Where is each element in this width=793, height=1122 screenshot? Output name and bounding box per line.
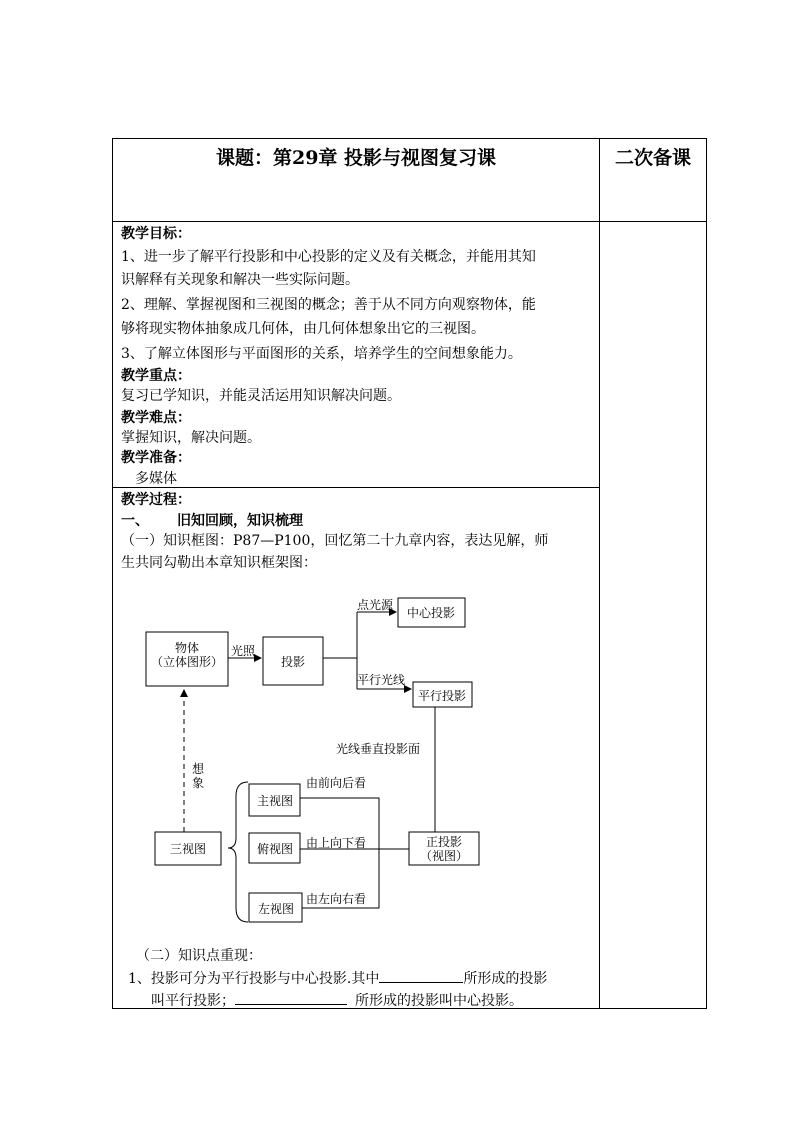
question-1-text-b: 所形成的投影 [463,971,548,987]
section-1-number: 一、 [121,513,149,529]
views-brace [228,782,248,922]
key-points-text: 复习已学知识，并能灵活运用知识解决问题。 [121,388,401,404]
object-label-line-2: （立体图形） [150,655,224,669]
light-label: 光照 [231,644,256,658]
three-views-label: 三视图 [169,842,207,856]
subsection-1-line-1: （一）知识框图：P87—P100，回忆第二十九章内容，表达见解，师 [121,533,549,549]
objective-2-line-2: 够将现实物体抽象成几何体，由几何体想象出它的三视图。 [121,321,485,337]
objective-3: 3、了解立体图形与平面图形的关系，培养学生的空间想象能力。 [121,346,522,362]
blank-parallel[interactable] [379,966,463,983]
objectives-heading: 教学目标： [121,226,191,242]
front-direction-label: 由前向后看 [306,776,367,790]
question-1-text-d: 所形成的投影叫中心投影。 [355,993,523,1009]
subsection-2: （二）知识点重现： [136,948,262,964]
blank-central[interactable] [235,988,347,1005]
question-1-line-2 [151,988,523,1013]
objective-2-line-1: 2、理解、掌握视图和三视图的概念；善于从不同方向观察物体，能 [121,297,536,313]
parallel-rays-label: 平行光线 [357,673,406,687]
imagine-label-1: 想 [192,762,205,776]
question-1-text-c: 叫平行投影； [151,993,235,1009]
object-label-line-1: 物体 [174,641,200,655]
section-1-title: 旧知回顾，知识梳理 [177,513,303,529]
point-source-label: 点光源 [357,598,394,612]
difficulty-heading: 教学难点： [121,410,191,426]
page-title: 课题：第29章 投影与视图复习课 [215,147,497,169]
orthographic-label-line-1: 正投影 [425,835,463,849]
secondary-prep-heading: 二次备课 [614,147,691,169]
question-1-text-a: 1、投影可分为平行投影与中心投影.其中 [128,971,380,987]
preparation-heading: 教学准备： [121,450,191,466]
projection-label: 投影 [280,655,306,669]
key-points-heading: 教学重点： [121,368,191,384]
left-direction-label: 由左向右看 [306,892,367,906]
front-view-label: 主视图 [256,794,294,808]
subsection-1-line-2: 生共同勾勒出本章知识框架图： [121,555,317,571]
difficulty-text: 掌握知识，解决问题。 [121,430,261,446]
top-direction-label: 由上向下看 [306,836,367,850]
top-view-label: 俯视图 [256,842,294,856]
parallel-projection-label: 平行投影 [417,689,467,703]
objective-1-line-2: 识解释有关现象和解决一些实际问题。 [121,272,359,288]
objective-1-line-1: 1、进一步了解平行投影和中心投影的定义及有关概念，并能用其知 [121,249,536,265]
central-projection-label: 中心投影 [406,606,456,620]
perpendicular-label: 光线垂直投影面 [336,742,421,756]
left-view-label: 左视图 [257,902,295,916]
process-heading: 教学过程： [121,492,191,508]
orthographic-label-line-2: （视图） [419,849,469,863]
preparation-text: 多媒体 [135,471,177,487]
imagine-label-2: 象 [192,776,205,790]
